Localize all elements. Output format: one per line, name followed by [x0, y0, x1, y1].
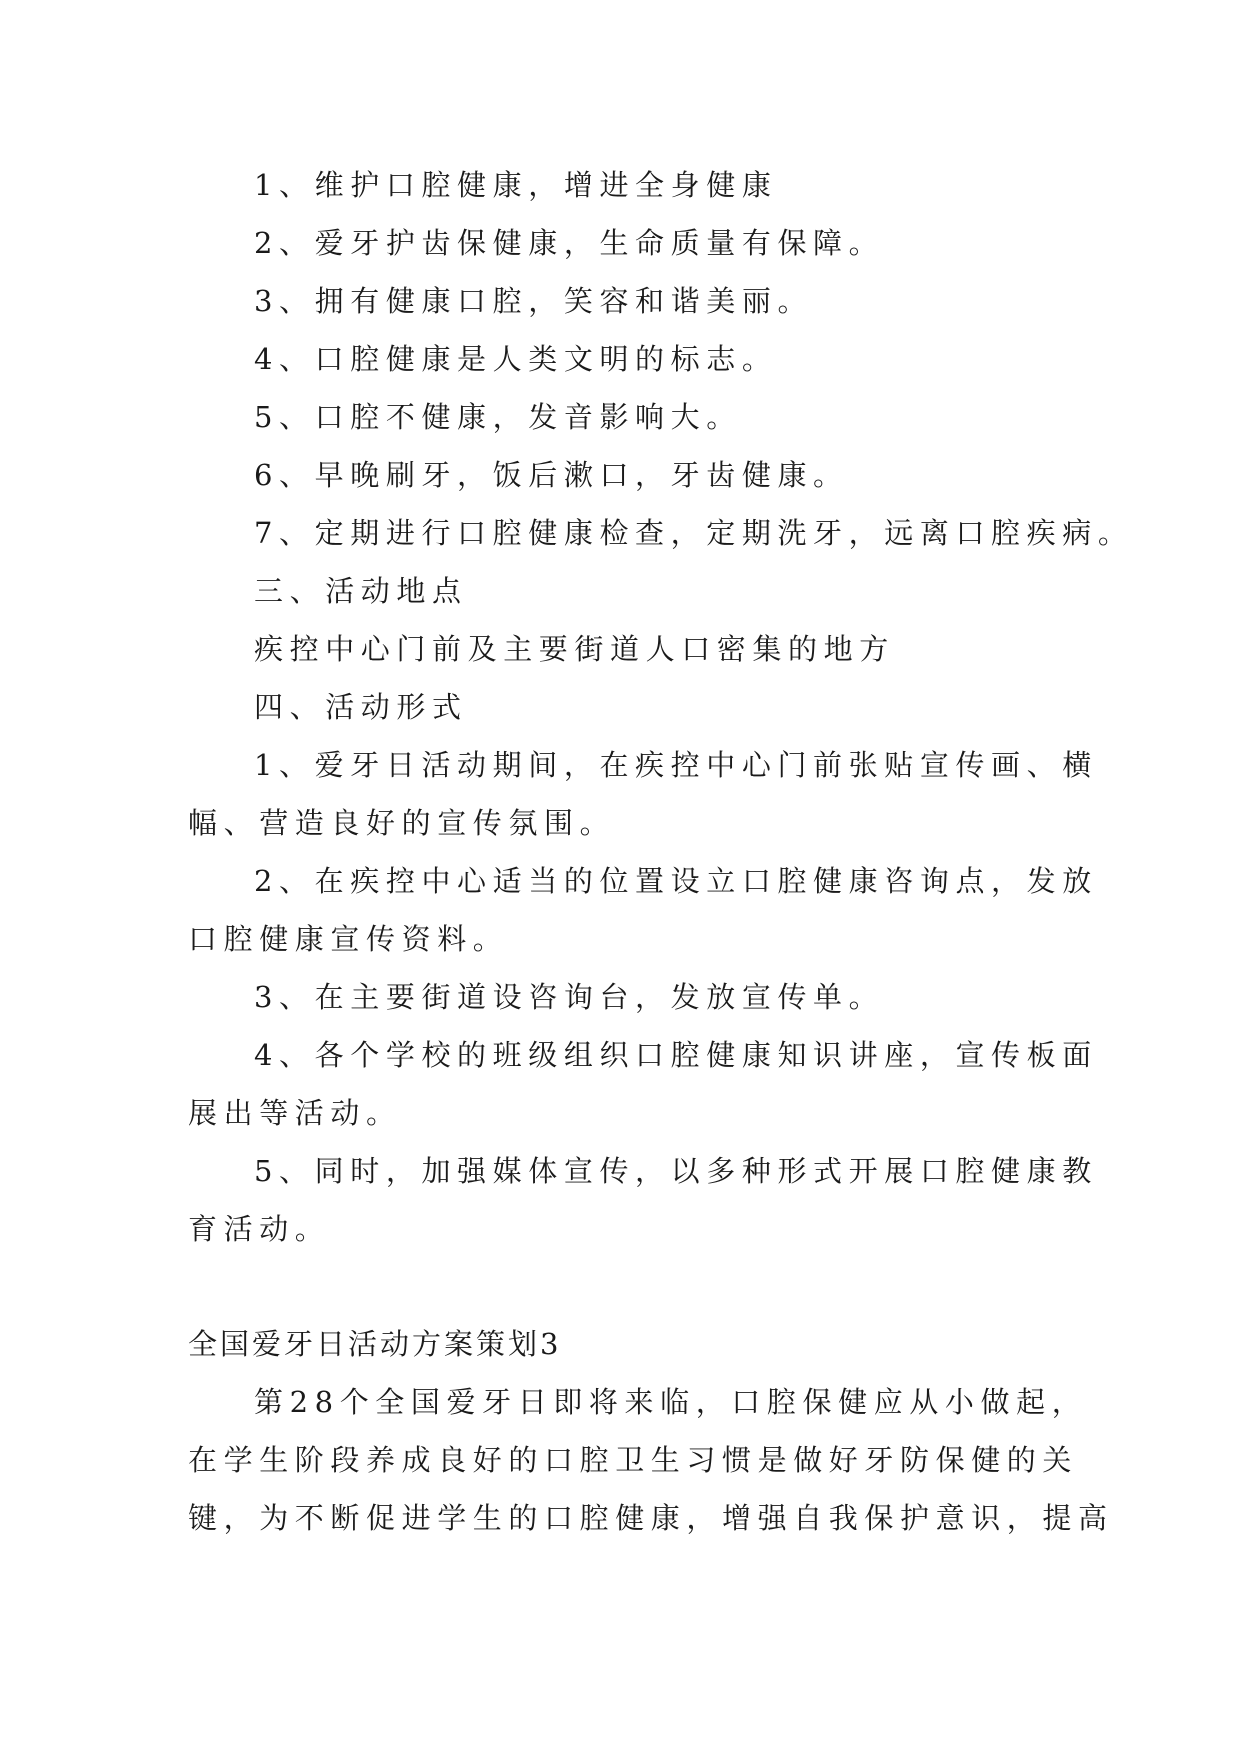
section-heading-location: 三、活动地点 [254, 574, 468, 608]
format-item-1-continued: 幅、营造良好的宣传氛围。 [188, 806, 616, 840]
intro-paragraph-line-2: 在学生阶段养成良好的口腔卫生习惯是做好牙防保健的关 [188, 1443, 1079, 1477]
section-heading-format: 四、活动形式 [254, 690, 468, 724]
format-item-3: 3、在主要街道设咨询台，发放宣传单。 [254, 980, 885, 1014]
intro-paragraph-line-1: 第28个全国爱牙日即将来临，口腔保健应从小做起， [254, 1385, 1088, 1419]
slogan-5: 5、口腔不健康，发音影响大。 [254, 400, 742, 434]
plan-title: 全国爱牙日活动方案策划3 [188, 1327, 562, 1361]
format-item-4: 4、各个学校的班级组织口腔健康知识讲座，宣传板面 [254, 1038, 1098, 1072]
location-paragraph: 疾控中心门前及主要街道人口密集的地方 [254, 632, 895, 666]
slogan-4: 4、口腔健康是人类文明的标志。 [254, 342, 778, 376]
format-item-4-continued: 展出等活动。 [188, 1096, 402, 1130]
slogan-3: 3、拥有健康口腔，笑容和谐美丽。 [254, 284, 814, 318]
format-item-5: 5、同时，加强媒体宣传，以多种形式开展口腔健康教 [254, 1154, 1098, 1188]
slogan-2: 2、爱牙护齿保健康，生命质量有保障。 [254, 226, 885, 260]
format-item-2: 2、在疾控中心适当的位置设立口腔健康咨询点，发放 [254, 864, 1098, 898]
slogan-1: 1、维护口腔健康，增进全身健康 [254, 168, 778, 202]
slogan-6: 6、早晚刷牙，饭后漱口，牙齿健康。 [254, 458, 849, 492]
format-item-2-continued: 口腔健康宣传资料。 [188, 922, 509, 956]
format-item-1: 1、爱牙日活动期间，在疾控中心门前张贴宣传画、横 [254, 748, 1098, 782]
format-item-5-continued: 育活动。 [188, 1212, 331, 1246]
slogan-7: 7、定期进行口腔健康检查，定期洗牙，远离口腔疾病。 [254, 516, 1134, 550]
intro-paragraph-line-3: 键，为不断促进学生的口腔健康，增强自我保护意识，提高 [188, 1501, 1114, 1535]
